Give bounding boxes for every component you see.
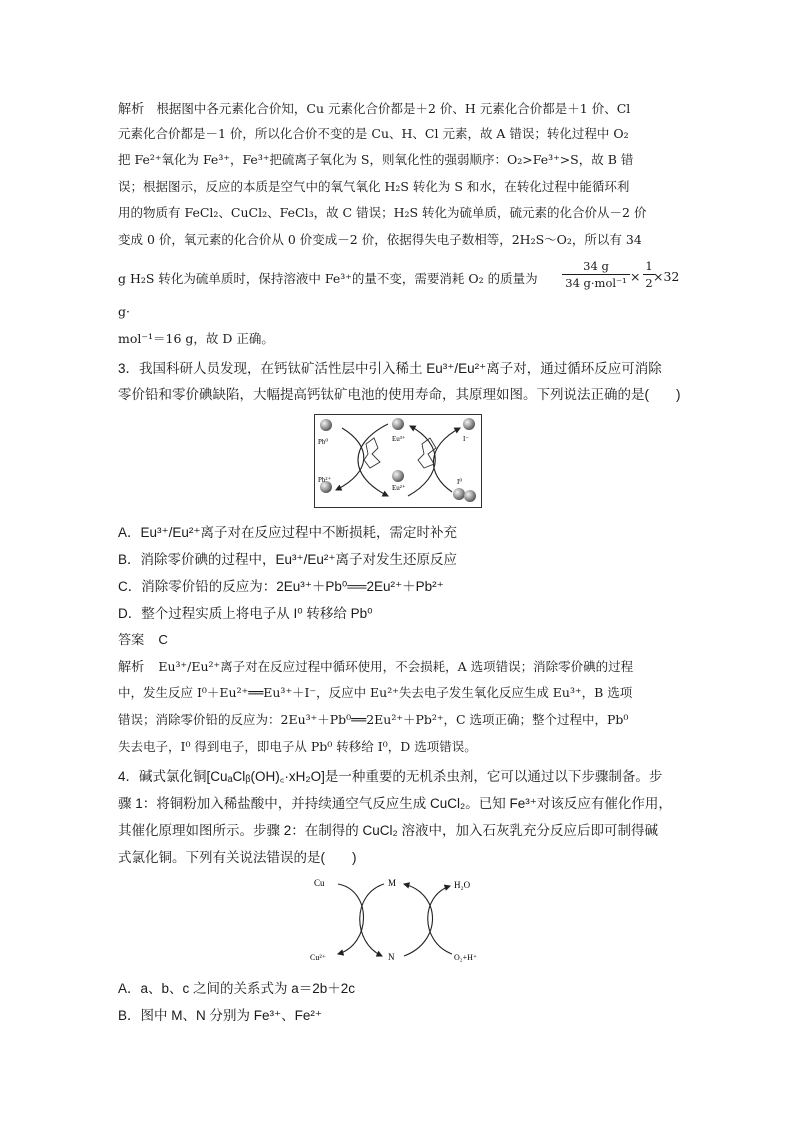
question3-analysis-line-1: 解析 Eu³⁺/Eu²⁺离子对在反应过程中循环使用，不会损耗，A 选项错误；消除零价碘的过程 bbox=[118, 659, 634, 674]
question3-option-b: B．消除零价碘的过程中，Eu³⁺/Eu²⁺离子对发生还原反应 bbox=[118, 552, 458, 567]
question3-figure bbox=[314, 414, 482, 508]
iminus-ion bbox=[463, 418, 475, 430]
question3-stem-line-2: 零价铅和零价碘缺陷，大幅提高钙钛矿电池的使用寿命，其原理如图。下列说法正确的是( ) bbox=[118, 387, 681, 402]
analysis1-line-8: g· bbox=[118, 304, 130, 319]
question4-stem-line-4: 式氯化铜。下列有关说法错误的是( ) bbox=[118, 850, 357, 865]
analysis1-line-9: mol⁻¹＝16 g，故 D 正确。 bbox=[118, 331, 274, 346]
m-label: M bbox=[388, 878, 397, 888]
pb0-atom bbox=[320, 419, 332, 431]
analysis1-line-7: g H₂S 转化为硫单质时，保持溶液中 Fe³⁺的量不变，需要消耗 O₂ 的质量为 bbox=[118, 271, 538, 286]
analysis1-label: 解析 bbox=[118, 101, 145, 116]
answer-value: C bbox=[158, 632, 168, 647]
n-label: N bbox=[388, 952, 395, 962]
fraction-denominator: 34 g·mol⁻¹ bbox=[565, 276, 627, 290]
times-32: ×32 bbox=[653, 269, 680, 284]
pb2-label: Pb²⁺ bbox=[318, 476, 332, 484]
fraction-mass-over-molar-mass bbox=[562, 259, 630, 290]
i0-atom-2 bbox=[464, 490, 476, 502]
question4-option-b: B．图中 M、N 分别为 Fe³⁺、Fe²⁺ bbox=[118, 1008, 323, 1023]
h2o-label: H₂O bbox=[454, 880, 471, 890]
eu3-label: Eu³⁺ bbox=[392, 435, 406, 443]
fraction-numerator: 1 bbox=[643, 259, 655, 275]
question3-analysis-line-3: 错误；消除零价铅的反应为：2Eu³⁺＋Pb⁰══2Eu²⁺＋Pb²⁺，C 选项正确；整个过程中，Pb⁰ bbox=[118, 712, 629, 727]
analysis1-line-4: 误；根据图示，反应的本质是空气中的氧气氧化 H₂S 转化为 S 和水，在转化过程中能循环利 bbox=[118, 179, 630, 194]
question3-answer-line bbox=[118, 629, 678, 648]
fraction-numerator: 34 g bbox=[562, 259, 630, 275]
analysis1-line-2: 元素化合价都是－1 价，所以化合价不变的是 Cu、H、Cl 元素，故 A 错误；转化过程中 O₂ bbox=[118, 126, 629, 141]
eu2-ion bbox=[392, 470, 404, 482]
iminus-label: I⁻ bbox=[463, 435, 470, 443]
i0-label: I⁰ bbox=[457, 478, 463, 486]
o2h-label: O₂+H⁺ bbox=[454, 953, 478, 962]
question3-analysis-line-4: 失去电子，I⁰ 得到电子，即电子从 Pb⁰ 转移给 I⁰，D 选项错误。 bbox=[118, 739, 477, 754]
analysis1-line-3: 把 Fe²⁺氧化为 Fe³⁺，Fe³⁺把硫离子氧化为 S，则氧化性的强弱顺序：O₂>Fe³⁺>S，故 B 错 bbox=[118, 152, 634, 167]
question3-option-c: C．消除零价铅的反应为：2Eu³⁺＋Pb⁰══2Eu²⁺＋Pb²⁺ bbox=[118, 579, 444, 594]
i0-atom-1 bbox=[453, 488, 465, 500]
question4-option-a: A．a、b、c 之间的关系式为 a＝2b＋2c bbox=[118, 981, 356, 996]
eu2-label: Eu²⁺ bbox=[392, 484, 406, 492]
analysis1-line-6: 变成 0 价，氧元素的化合价从 0 价变成－2 价，依据得失电子数相等，2H₂S～O₂，所以有 34 bbox=[118, 232, 642, 247]
times-sign-1: × bbox=[630, 269, 641, 284]
question4-stem-line-3: 其催化原理如图所示。步骤 2：在制得的 CuCl₂ 溶液中，加入石灰乳充分反应后即可制得碱 bbox=[118, 823, 659, 838]
eu3-ion bbox=[392, 418, 404, 430]
question3-stem-line-1: 3．我国科研人员发现，在钙钛矿活性层中引入稀土 Eu³⁺/Eu²⁺离子对，通过循环反应可消除 bbox=[118, 361, 662, 376]
question4-stem-line-2: 骤 1：将铜粉加入稀盐酸中，并持续通空气反应生成 CuCl₂。已知 Fe³⁺对该反应有催化作用， bbox=[118, 796, 672, 811]
cu-label: Cu bbox=[314, 878, 325, 888]
question4-catalysis-diagram bbox=[308, 870, 496, 968]
question3-option-a: A．Eu³⁺/Eu²⁺离子对在反应过程中不断损耗，需定时补充 bbox=[118, 525, 458, 540]
question3-analysis-line-2: 中，发生反应 I⁰＋Eu²⁺══Eu³⁺＋I⁻，反应中 Eu²⁺失去电子发生氧化反应生成 Eu³⁺，B 选项 bbox=[118, 685, 633, 700]
fraction-denominator: 2 bbox=[645, 276, 653, 290]
arrow-o2-to-h2o bbox=[428, 886, 452, 954]
question4-stem-line-1: 4．碱式氯化铜[CuₐClᵦ(OH)꜀·xH₂O]是一种重要的无机杀虫剂，它可以通过以下步骤制备。步 bbox=[118, 769, 663, 784]
pb0-label: Pb⁰ bbox=[318, 438, 329, 446]
analysis1-line-1: 解析 根据图中各元素化合价知，Cu 元素化合价都是＋2 价、H 元素化合价都是＋1 价、Cl bbox=[118, 101, 631, 116]
answer-label: 答案 bbox=[118, 632, 145, 647]
cu2-label: Cu²⁺ bbox=[310, 953, 326, 962]
question3-option-d: D．整个过程实质上将电子从 I⁰ 转移给 Pb⁰ bbox=[118, 606, 373, 621]
analysis-label: 解析 bbox=[118, 659, 145, 674]
analysis1-line-5: 用的物质有 FeCl₂、CuCl₂、FeCl₃，故 C 错误；H₂S 转化为硫单质，硫元素的化合价从－2 价 bbox=[118, 205, 647, 220]
